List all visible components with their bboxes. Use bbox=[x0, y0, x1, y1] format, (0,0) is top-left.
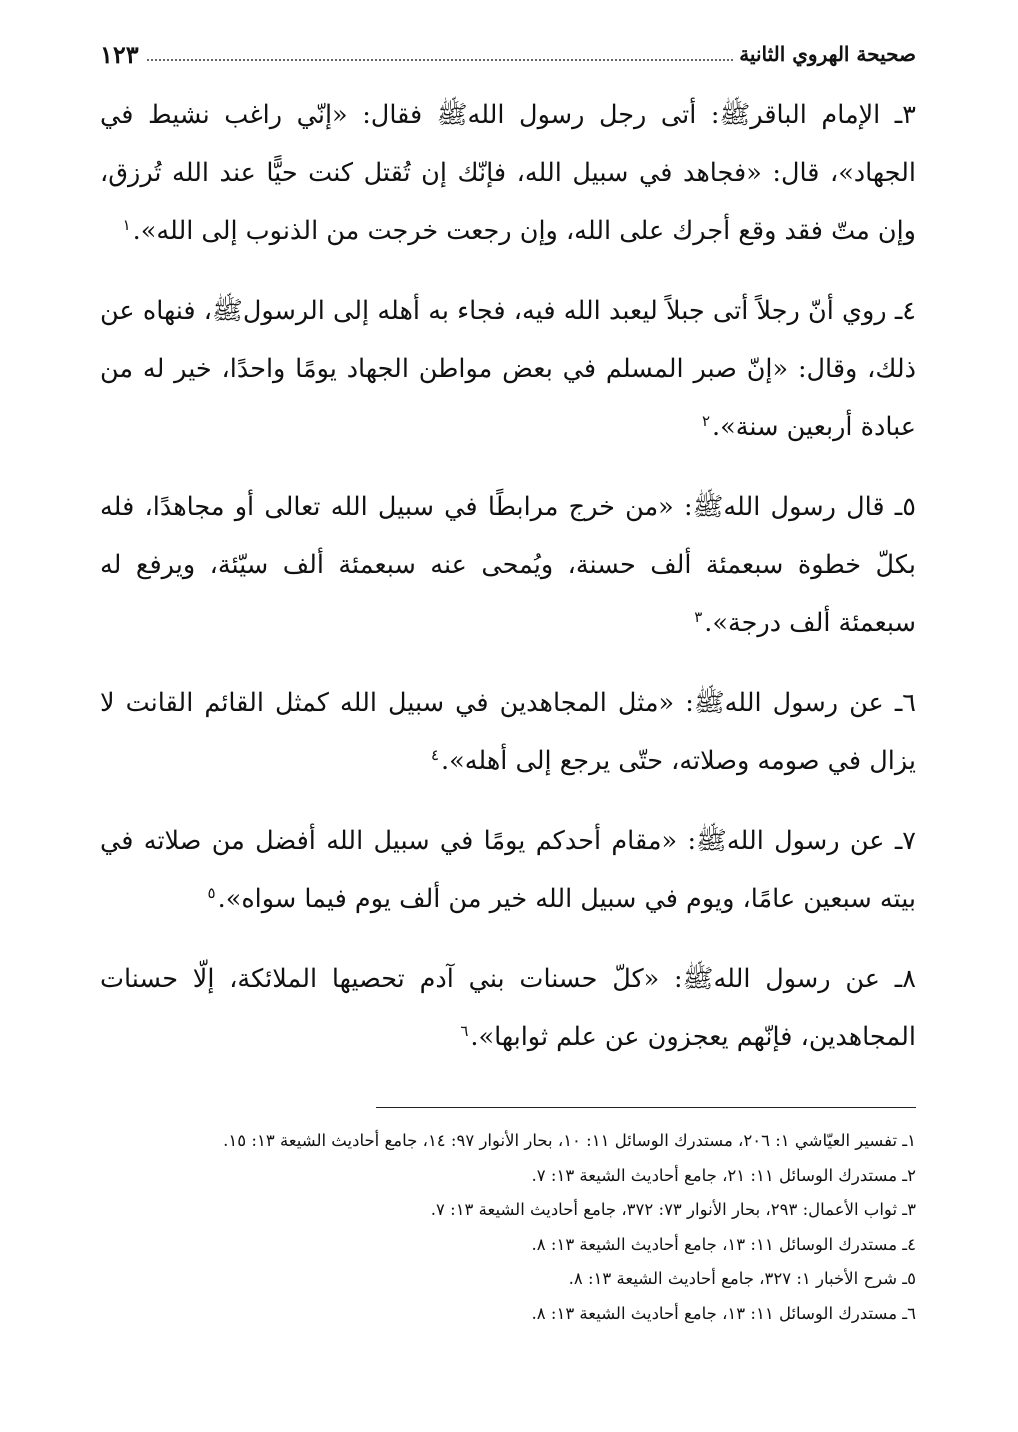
hadith-body bbox=[100, 86, 916, 1088]
hadith-paragraph bbox=[100, 478, 916, 652]
footnote-item: ٦ـ مستدرك الوسائل ١١: ١٣، جامع أحاديث الشيعة ١٣: ٨. bbox=[531, 1303, 916, 1323]
footnote-item: ٤ـ مستدرك الوسائل ١١: ١٣، جامع أحاديث الشيعة ١٣: ٨. bbox=[531, 1234, 916, 1254]
footnote-item: ٥ـ شرح الأخبار ١: ٣٢٧، جامع أحاديث الشيعة ١٣: ٨. bbox=[568, 1269, 916, 1288]
footnote-item: ٢ـ مستدرك الوسائل ١١: ٢١، جامع أحاديث الشيعة ١٣: ٧. bbox=[531, 1165, 916, 1185]
hadith-text: ٣ـ الإمام الباقرﷺ: أتى رجل رسول اللهﷺ فقال: «إنّي راغب نشيط في الجهاد»، قال: «فجاهد في سبيل الله، فإنّك إن تُقتل كنت حيًّا عند الله تُرزق، وإن متّ فقد وقع أجرك على الله، وإن رجعت خرجت من الذنوب إلى الله». bbox=[100, 100, 916, 246]
hadith-text: ٤ـ روي أنّ رجلاً أتى جبلاً ليعبد الله فيه، فجاء به أهله إلى الرسولﷺ، فنهاه عن ذلك، وقال: «إنّ صبر المسلم في بعض مواطن الجهاد يومًا واحدًا، خير له من عبادة أربعين سنة». bbox=[100, 296, 916, 442]
footnote-mark: ٣ bbox=[694, 607, 703, 626]
footnotes-list bbox=[100, 1124, 916, 1331]
hadith-paragraph bbox=[100, 86, 916, 260]
footnote-item: ٣ـ ثواب الأعمال: ٢٩٣، بحار الأنوار ٧٣: ٣٧٢، جامع أحاديث الشيعة ١٣: ٧. bbox=[430, 1200, 916, 1219]
footnote-mark: ٥ bbox=[207, 883, 216, 902]
hadith-paragraph bbox=[100, 282, 916, 456]
hadith-paragraph bbox=[100, 674, 916, 790]
page-header bbox=[100, 34, 916, 74]
footnote-mark: ٤ bbox=[430, 745, 440, 764]
page-number: ١٢٣ bbox=[100, 39, 139, 69]
footnote-mark: ٢ bbox=[701, 411, 711, 430]
hadith-paragraph bbox=[100, 950, 916, 1066]
footnote-item: ١ـ تفسير العيّاشي ١: ٢٠٦، مستدرك الوسائل ١١: ١٠، بحار الأنوار ٩٧: ١٤، جامع أحاديث الشيعة ١٣: ١٥. bbox=[223, 1131, 916, 1150]
running-title: صحيحة الهروي الثانية bbox=[739, 42, 916, 66]
footnote-mark: ٦ bbox=[460, 1021, 469, 1040]
hadith-text: ٨ـ عن رسول اللهﷺ: «كلّ حسنات بني آدم تحصيها الملائكة، إلّا حسنات المجاهدين، فإنّهم يعجزون عن علم ثوابها». bbox=[100, 964, 916, 1052]
footnote-mark: ١ bbox=[122, 215, 131, 234]
header-dotted-rule bbox=[147, 59, 734, 61]
hadith-paragraph bbox=[100, 812, 916, 928]
hadith-text: ٧ـ عن رسول اللهﷺ: «مقام أحدكم يومًا في سبيل الله أفضل من صلاته في بيته سبعين عامًا، ويوم في سبيل الله خير من ألف يوم فيما سواه». bbox=[100, 826, 916, 914]
hadith-text: ٥ـ قال رسول اللهﷺ: «من خرج مرابطًا في سبيل الله تعالى أو مجاهدًا، فله بكلّ خطوة سبعمئة ألف حسنة، ويُمحى عنه سبعمئة ألف سيّئة، ويرفع له سبعمئة ألف درجة». bbox=[100, 492, 916, 638]
hadith-text: ٦ـ عن رسول اللهﷺ: «مثل المجاهدين في سبيل الله كمثل القائم القانت لا يزال في صومه وصلاته، حتّى يرجع إلى أهله». bbox=[100, 688, 916, 776]
footnote-separator bbox=[376, 1107, 916, 1108]
